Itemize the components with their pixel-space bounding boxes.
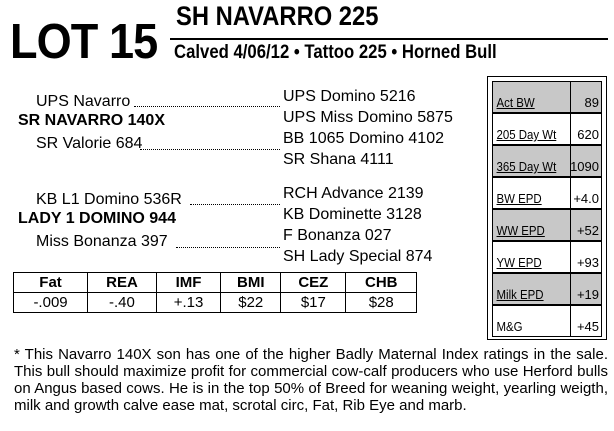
stats-header-row bbox=[14, 273, 417, 293]
pedigree-dd-sire: F Bonanza 027 bbox=[283, 227, 392, 244]
pedigree-dots bbox=[134, 106, 280, 107]
epd-box bbox=[487, 76, 607, 340]
stats-value: +.13 bbox=[156, 293, 220, 313]
epd-row-m-and-g bbox=[492, 305, 602, 337]
stats-header: CEZ bbox=[281, 273, 346, 293]
pedigree-dam-dam: Miss Bonanza 397 bbox=[36, 233, 168, 250]
epd-label: 205 Day Wt bbox=[496, 127, 557, 142]
stats-header: BMI bbox=[221, 273, 281, 293]
epd-label: WW EPD bbox=[496, 223, 545, 238]
epd-row-365-day-wt bbox=[492, 145, 602, 177]
epd-value: +52 bbox=[570, 210, 601, 240]
stats-value: $22 bbox=[221, 293, 281, 313]
epd-value: 1090 bbox=[570, 146, 601, 176]
epd-label: 365 Day Wt bbox=[496, 159, 557, 174]
pedigree-sd-sire: BB 1065 Domino 4102 bbox=[283, 130, 444, 147]
epd-row-205-day-wt bbox=[492, 113, 602, 145]
pedigree-ss-dam: UPS Miss Domino 5875 bbox=[283, 109, 453, 126]
stats-header: Fat bbox=[14, 273, 88, 293]
pedigree-dots bbox=[140, 149, 280, 150]
stats-value: $28 bbox=[346, 293, 417, 313]
epd-label: YW EPD bbox=[496, 255, 542, 270]
animal-details: Calved 4/06/12 • Tattoo 225 • Horned Bull bbox=[174, 42, 497, 63]
stats-value: -.40 bbox=[88, 293, 157, 313]
header-divider bbox=[170, 38, 608, 40]
pedigree-sire-dam: SR Valorie 684 bbox=[36, 135, 143, 152]
pedigree-ds-dam: KB Dominette 3128 bbox=[283, 206, 422, 223]
epd-value: +19 bbox=[570, 274, 601, 304]
epd-value: +4.0 bbox=[570, 178, 601, 208]
stats-value: -.009 bbox=[14, 293, 88, 313]
pedigree-dam-sire: KB L1 Domino 536R bbox=[36, 191, 182, 208]
epd-row-act-bw bbox=[492, 81, 602, 113]
epd-value: +93 bbox=[570, 242, 601, 272]
animal-name: SH NAVARRO 225 bbox=[176, 1, 379, 31]
pedigree-sd-dam: SR Shana 4111 bbox=[283, 151, 394, 168]
lot-notes: * This Navarro 140X son has one of the higher Badly Maternal Index ratings in the sale. This bull should maximize profit for commercial cow-calf producers who use Herford bulls on Angus based cows. He is in the top 50% of Breed for weaning weight, yearling weigth, milk and growth calve ease mat, scrotal circ, Fat, Rib Eye and marb. bbox=[14, 346, 608, 414]
stats-value-row bbox=[14, 293, 417, 313]
epd-value: +45 bbox=[570, 306, 601, 336]
epd-label: M&G bbox=[496, 319, 523, 334]
stats-value: $17 bbox=[281, 293, 346, 313]
pedigree-dd-dam: SH Lady Special 874 bbox=[283, 248, 433, 265]
epd-value: 620 bbox=[570, 114, 601, 144]
epd-label: BW EPD bbox=[496, 191, 542, 206]
epd-label: Act BW bbox=[496, 95, 535, 110]
lot-number: LOT 15 bbox=[10, 15, 158, 69]
pedigree-ds-sire: RCH Advance 2139 bbox=[283, 185, 424, 202]
stats-header: IMF bbox=[156, 273, 220, 293]
pedigree-ss-sire: UPS Domino 5216 bbox=[283, 88, 416, 105]
epd-row-milk-epd bbox=[492, 273, 602, 305]
pedigree-sire-sire: UPS Navarro bbox=[36, 93, 131, 110]
carcass-stats-table bbox=[13, 272, 417, 313]
epd-label: Milk EPD bbox=[496, 287, 544, 302]
pedigree-dots bbox=[190, 204, 280, 205]
epd-row-bw-epd bbox=[492, 177, 602, 209]
pedigree-dots bbox=[176, 247, 280, 248]
epd-row-yw-epd bbox=[492, 241, 602, 273]
pedigree-dam: LADY 1 DOMINO 944 bbox=[18, 210, 176, 227]
stats-header: REA bbox=[88, 273, 157, 293]
epd-value: 89 bbox=[570, 82, 601, 112]
epd-row-ww-epd bbox=[492, 209, 602, 241]
stats-header: CHB bbox=[346, 273, 417, 293]
pedigree-sire: SR NAVARRO 140X bbox=[18, 112, 165, 129]
